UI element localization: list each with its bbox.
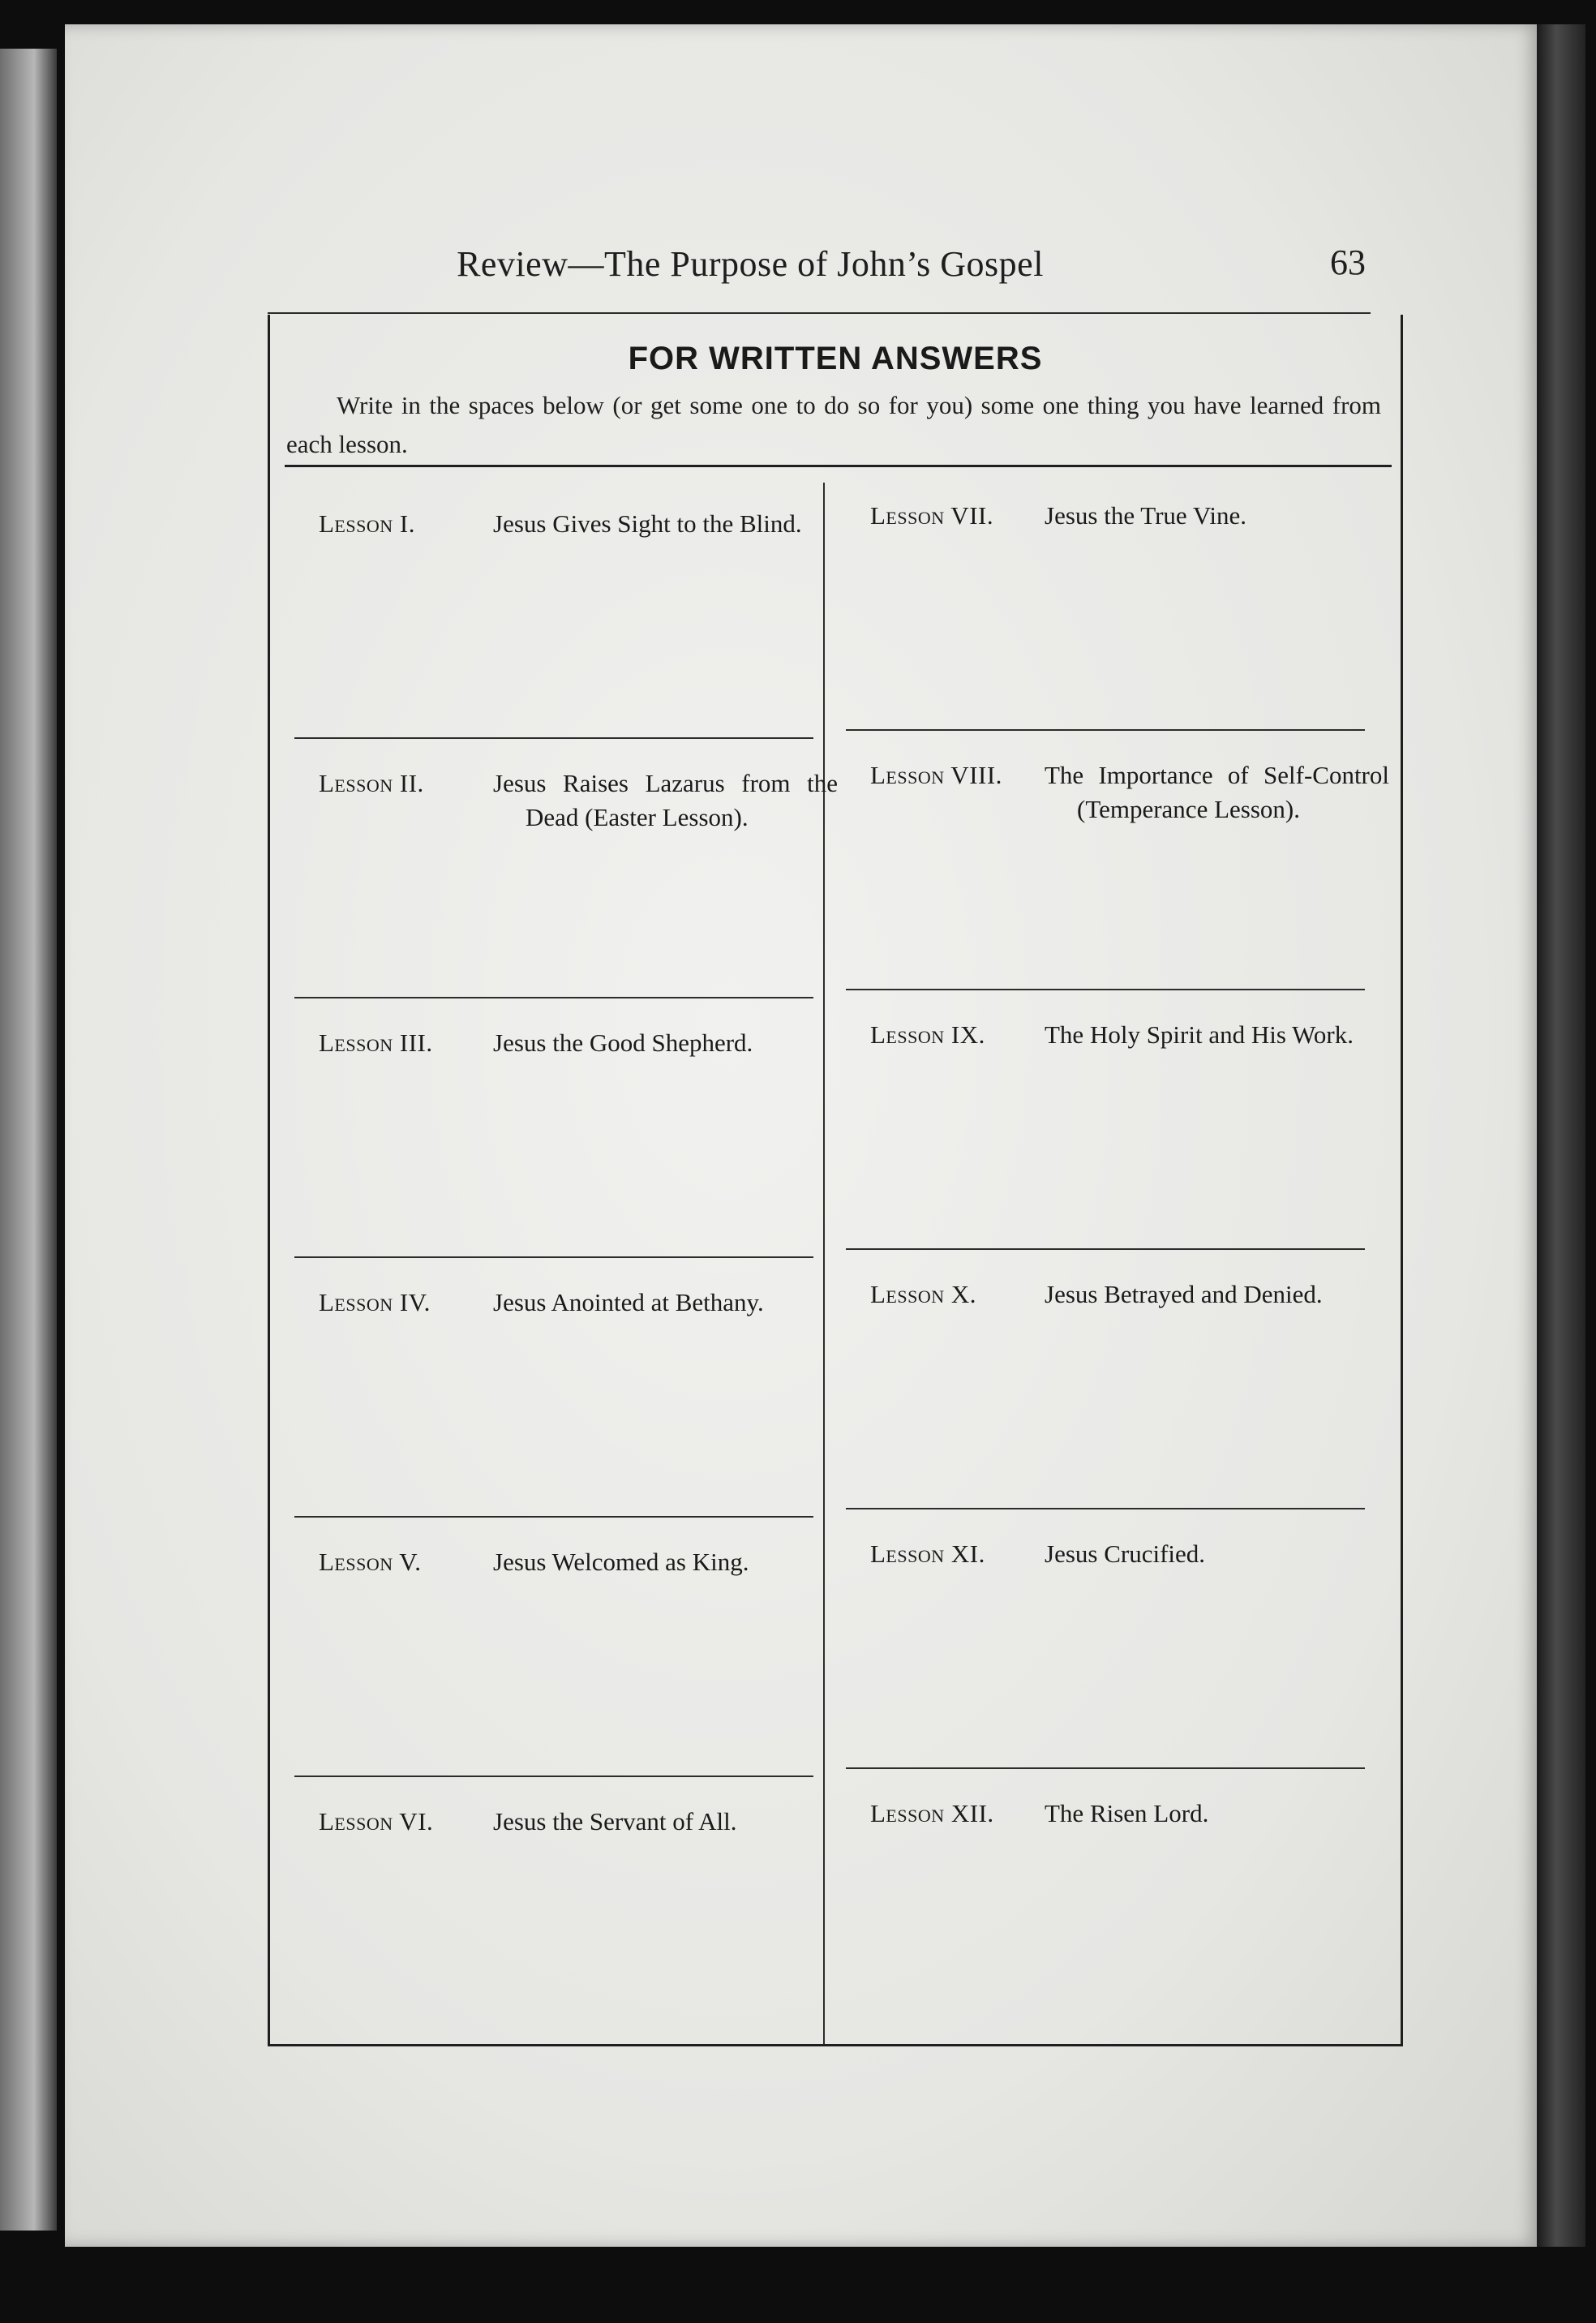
- lesson-number: Lesson II.: [319, 769, 424, 797]
- lesson-number: Lesson VIII.: [870, 761, 1002, 789]
- top-rule: [268, 312, 1371, 314]
- lesson-title: Jesus the Good Shepherd.: [493, 1028, 753, 1057]
- lesson-number: Lesson XII.: [870, 1799, 994, 1827]
- answer-cell-lesson-10[interactable]: [846, 1252, 1365, 1509]
- lesson-number: Lesson IX.: [870, 1020, 985, 1049]
- written-answers-box: [268, 315, 1403, 2046]
- answer-cell-lesson-11[interactable]: [846, 1511, 1365, 1769]
- page-number: 63: [1330, 243, 1366, 282]
- lesson-title: Jesus Welcomed as King.: [493, 1548, 749, 1576]
- lesson-number: Lesson IV.: [319, 1288, 431, 1316]
- lesson-number: Lesson XI.: [870, 1539, 985, 1568]
- answer-cell-lesson-7[interactable]: [846, 473, 1365, 731]
- answer-cell-lesson-2[interactable]: [294, 741, 838, 998]
- lesson-number: Lesson III.: [319, 1028, 433, 1057]
- answer-cell-lesson-4[interactable]: [294, 1260, 813, 1518]
- answer-cell-lesson-5[interactable]: [294, 1519, 813, 1777]
- lesson-title: Jesus the True Vine.: [1045, 501, 1247, 530]
- lesson-number: Lesson V.: [319, 1548, 422, 1576]
- lesson-title: Jesus the Servant of All.: [493, 1807, 737, 1836]
- answer-cell-lesson-8[interactable]: [846, 732, 1389, 990]
- header-rule: [285, 465, 1392, 467]
- lesson-title: Jesus Betrayed and Denied.: [1045, 1280, 1323, 1308]
- lesson-number: Lesson VI.: [319, 1807, 434, 1836]
- book-spine: [1537, 24, 1585, 2247]
- lesson-title: Jesus Crucified.: [1045, 1539, 1206, 1568]
- lesson-title: The Holy Spirit and His Work.: [1045, 1020, 1354, 1049]
- lesson-title: The Risen Lord.: [1045, 1799, 1209, 1827]
- answer-cell-lesson-6[interactable]: [294, 1779, 813, 2037]
- lesson-title: The Importance of Self-Control (Temperance Lesson).: [1045, 761, 1389, 823]
- box-title: FOR WRITTEN ANSWERS: [628, 341, 1043, 376]
- lesson-number: Lesson VII.: [870, 501, 994, 530]
- column-divider: [823, 483, 825, 2044]
- answer-cell-lesson-1[interactable]: [294, 481, 813, 739]
- instructions: Write in the spaces below (or get some one to do so for you) some one thing you have learned from each lesson.: [286, 391, 1381, 458]
- answer-cell-lesson-3[interactable]: [294, 1000, 813, 1258]
- lesson-number: Lesson X.: [870, 1280, 977, 1308]
- answer-cell-lesson-9[interactable]: [846, 992, 1365, 1250]
- running-head: Review—The Purpose of John’s Gospel: [457, 244, 1044, 284]
- answer-cell-lesson-12[interactable]: [846, 1771, 1365, 2029]
- lesson-title: Jesus Raises Lazarus from the Dead (Easter Lesson).: [493, 769, 838, 831]
- previous-page-edge: [0, 49, 57, 2231]
- lesson-title: Jesus Gives Sight to the Blind.: [493, 509, 802, 538]
- lesson-title: Jesus Anointed at Bethany.: [493, 1288, 764, 1316]
- book-page: [65, 24, 1541, 2247]
- lesson-number: Lesson I.: [319, 509, 415, 538]
